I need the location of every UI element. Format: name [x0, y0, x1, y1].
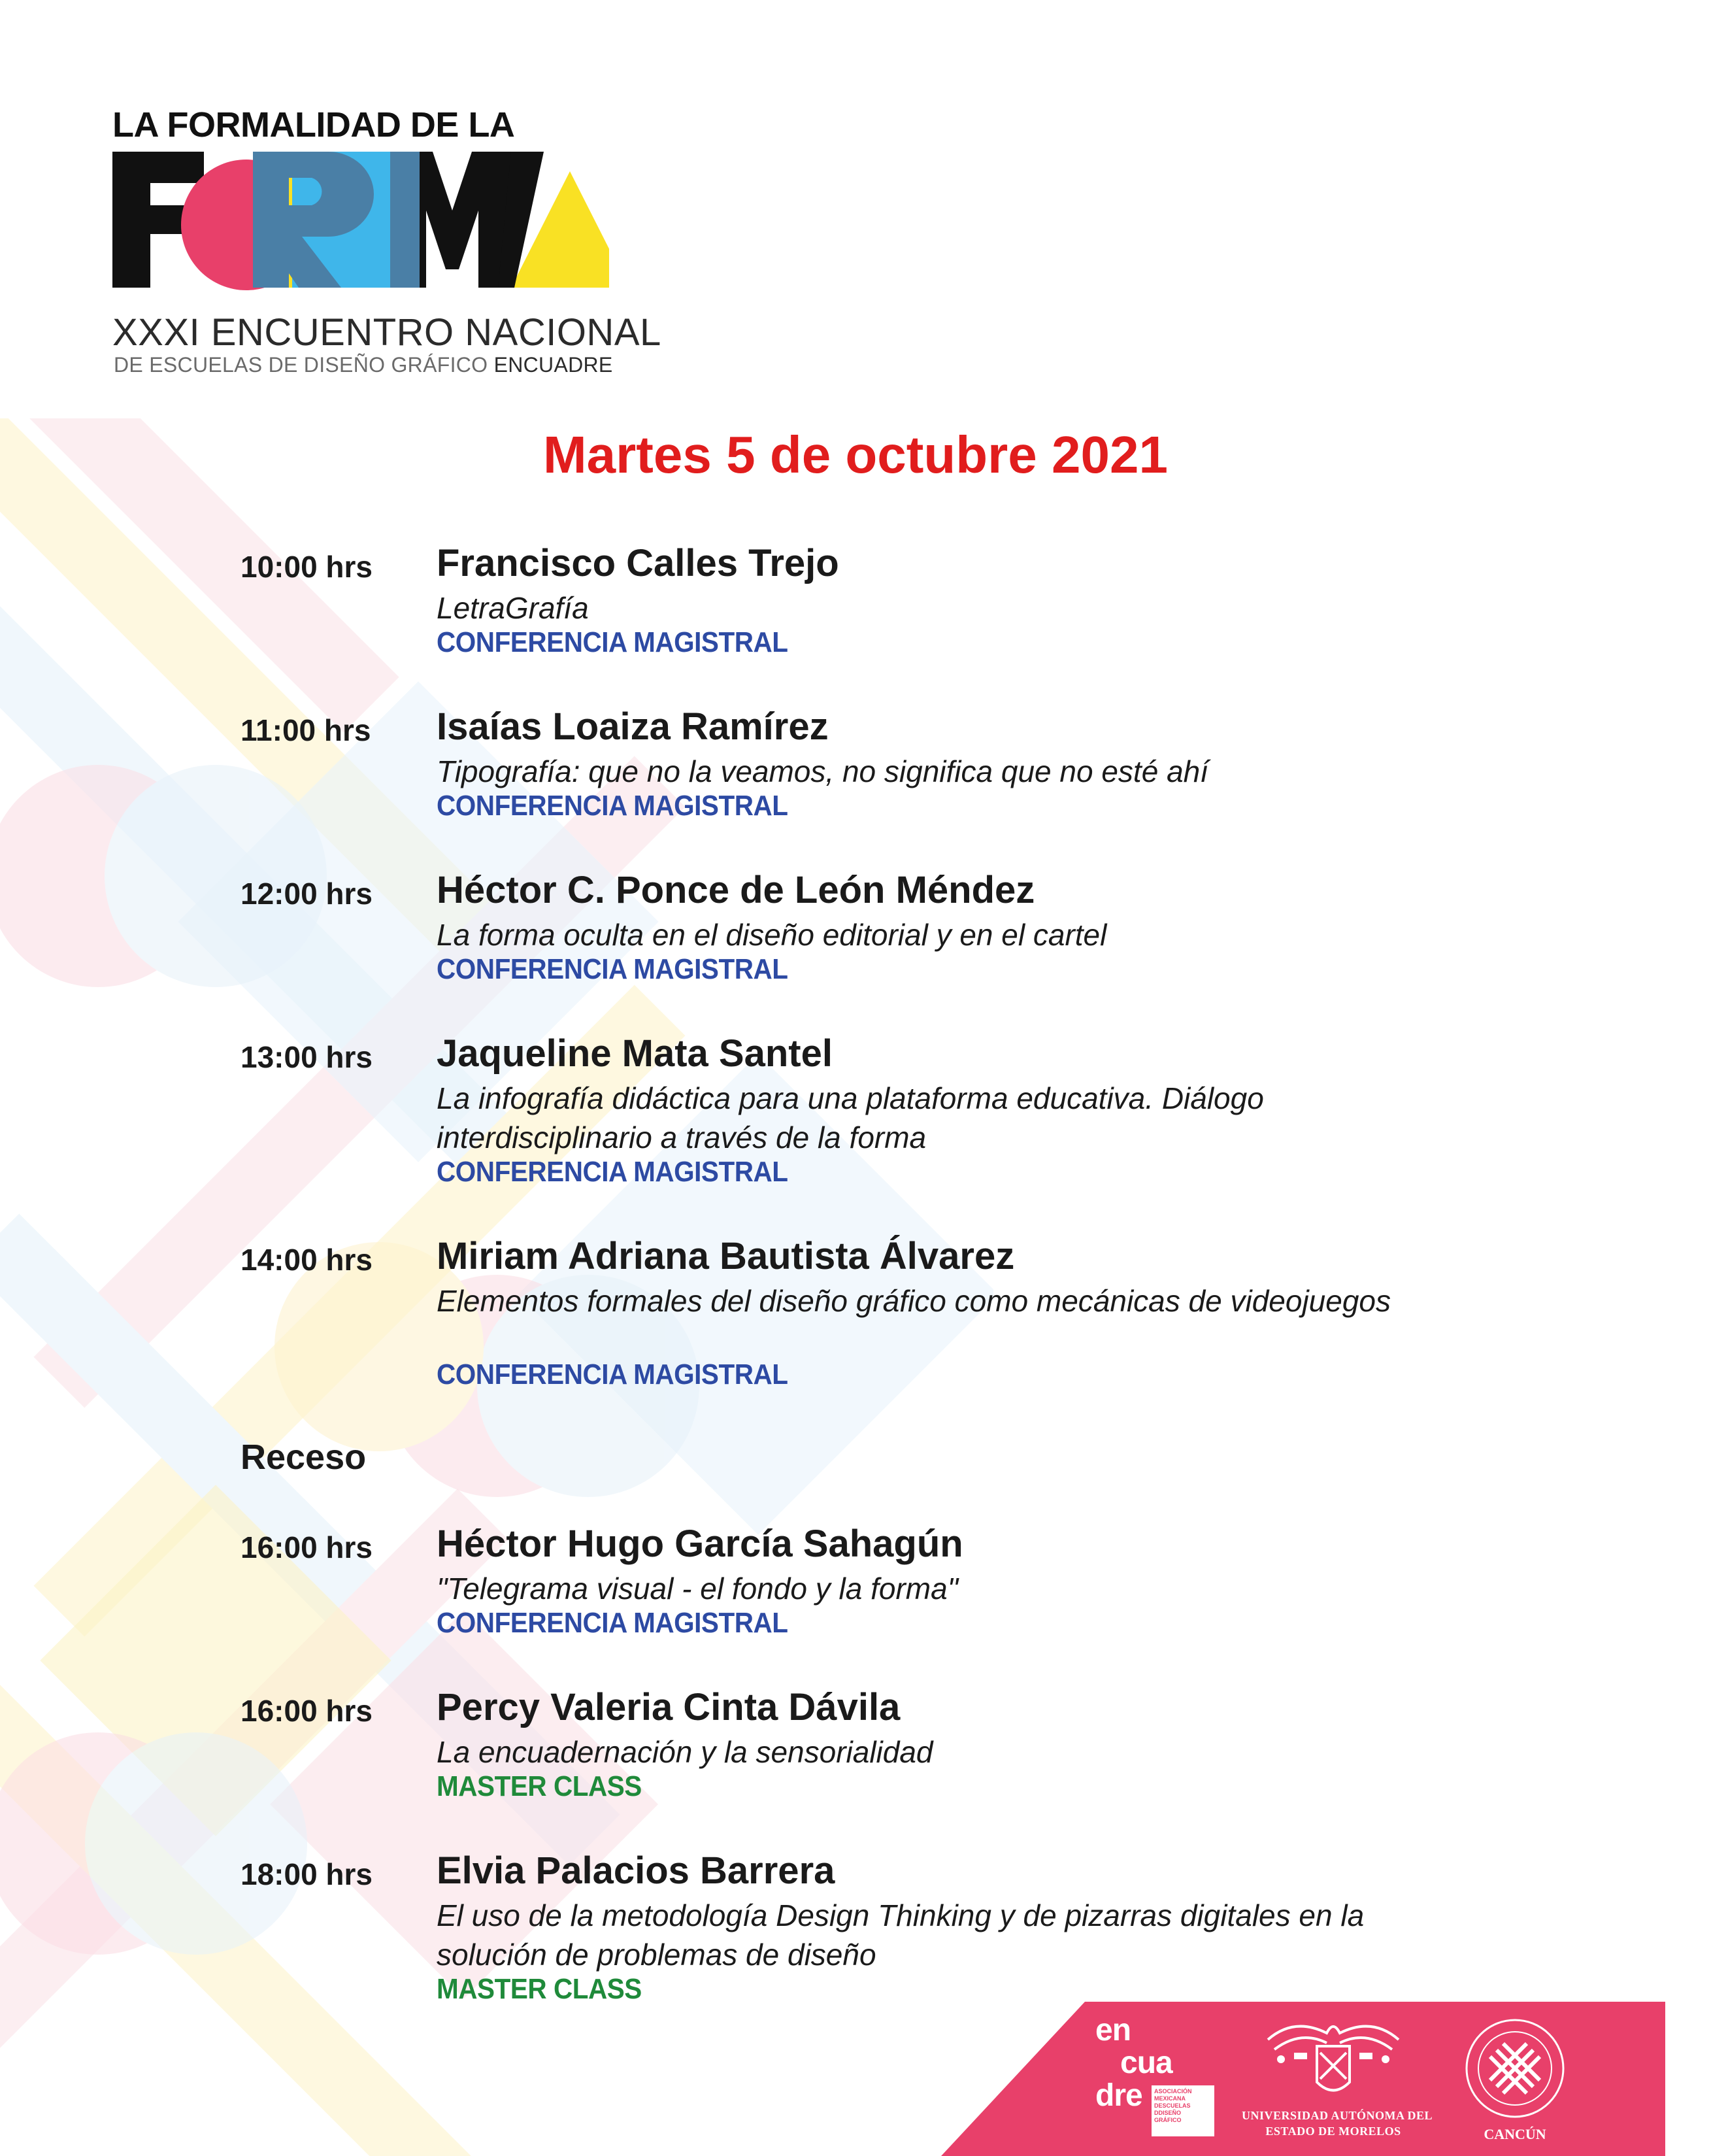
- encuadre-word-3: dre: [1095, 2078, 1142, 2113]
- logo-top-line: LA FORMALIDAD DE LA: [112, 105, 515, 144]
- encuadre-box-line: MEXICANA: [1154, 2095, 1186, 2102]
- encuadre-box-line: GRÁFICO: [1154, 2117, 1182, 2123]
- entry-talk: Elementos formales del diseño gráfico como mecánicas de videojuegos: [437, 1284, 1391, 1318]
- entry-time: 16:00 hrs: [241, 1694, 373, 1728]
- entry-talk: Tipografía: que no la veamos, no significa que no esté ahí: [437, 754, 1209, 788]
- entry-speaker: Elvia Palacios Barrera: [437, 1849, 835, 1892]
- logo-subtitle-line2: [114, 353, 613, 377]
- entry-speaker: Jaqueline Mata Santel: [437, 1032, 833, 1075]
- entry-talk: La infografía didáctica para una plataforma educativa. Diálogo interdisciplinario a través de la forma: [437, 1081, 1264, 1154]
- entry-kind: CONFERENCIA MAGISTRAL: [437, 1156, 788, 1188]
- encuadre-word-1: en: [1095, 2013, 1131, 2047]
- uaem-crest-icon: [1255, 2013, 1412, 2105]
- uaem-name-line2: ESTADO DE MORELOS: [1265, 2125, 1401, 2138]
- entry-time: 12:00 hrs: [241, 877, 373, 911]
- break-label: Receso: [241, 1438, 367, 1477]
- anahuac-city: CANCÚN: [1484, 2126, 1546, 2142]
- entry-speaker: Héctor Hugo García Sahagún: [437, 1523, 963, 1565]
- entry-time: 10:00 hrs: [241, 550, 373, 584]
- encuadre-box-line: DESCUELAS: [1154, 2102, 1191, 2109]
- entry-kind: MASTER CLASS: [437, 1973, 642, 2005]
- entry-talk: El uso de la metodología Design Thinking y de pizarras digitales en la solución de problemas de diseño: [437, 1898, 1365, 1972]
- uaem-name-line1: UNIVERSIDAD AUTÓNOMA DEL: [1242, 2109, 1433, 2122]
- uaem-logo: [1242, 2013, 1433, 2144]
- entry-kind: CONFERENCIA MAGISTRAL: [437, 1358, 788, 1390]
- entry-speaker: Isaías Loaiza Ramírez: [437, 705, 829, 748]
- anahuac-logo: [1450, 2016, 1580, 2147]
- entry-talk: La encuadernación y la sensorialidad: [437, 1735, 933, 1769]
- encuadre-box-line: ASOCIACIÓN: [1154, 2088, 1192, 2095]
- encuadre-word-2: cua: [1120, 2046, 1172, 2080]
- logo-subtitle-line1: XXXI ENCUENTRO NACIONAL: [112, 311, 661, 354]
- event-logo: [112, 105, 661, 392]
- entry-kind: CONFERENCIA MAGISTRAL: [437, 626, 788, 658]
- entry-speaker: Héctor C. Ponce de León Méndez: [437, 869, 1035, 911]
- logo-subtitle-encuadre: ENCUADRE: [493, 353, 613, 377]
- entry-kind: CONFERENCIA MAGISTRAL: [437, 790, 788, 822]
- entry-time: 14:00 hrs: [241, 1243, 373, 1277]
- entry-kind: MASTER CLASS: [437, 1770, 642, 1802]
- entry-time: 13:00 hrs: [241, 1040, 373, 1074]
- entry-speaker: Miriam Adriana Bautista Álvarez: [437, 1235, 1015, 1277]
- page-title: Martes 5 de octubre 2021: [543, 426, 1168, 484]
- entry-talk: "Telegrama visual - el fondo y la forma": [437, 1572, 958, 1606]
- entry-time: 11:00 hrs: [241, 713, 371, 747]
- entry-time: 16:00 hrs: [241, 1530, 373, 1564]
- entry-talk: LetraGrafía: [437, 591, 589, 625]
- entry-talk: La forma oculta en el diseño editorial y en el cartel: [437, 918, 1107, 952]
- entry-speaker: Percy Valeria Cinta Dávila: [437, 1686, 901, 1728]
- entry-time: 18:00 hrs: [241, 1857, 373, 1891]
- encuadre-box-line: DDISEÑO: [1154, 2110, 1182, 2116]
- logo-subtitle-line2-text: DE ESCUELAS DE DISEÑO GRÁFICO: [114, 353, 488, 377]
- encuadre-logo: [1095, 2015, 1220, 2146]
- sponsor-footer: [941, 2002, 1665, 2156]
- anahuac-seal-icon: [1456, 2016, 1574, 2121]
- entry-kind: CONFERENCIA MAGISTRAL: [437, 953, 788, 985]
- entry-speaker: Francisco Calles Trejo: [437, 542, 839, 584]
- encuadre-association-box: [1152, 2085, 1214, 2136]
- entry-kind: CONFERENCIA MAGISTRAL: [437, 1607, 788, 1639]
